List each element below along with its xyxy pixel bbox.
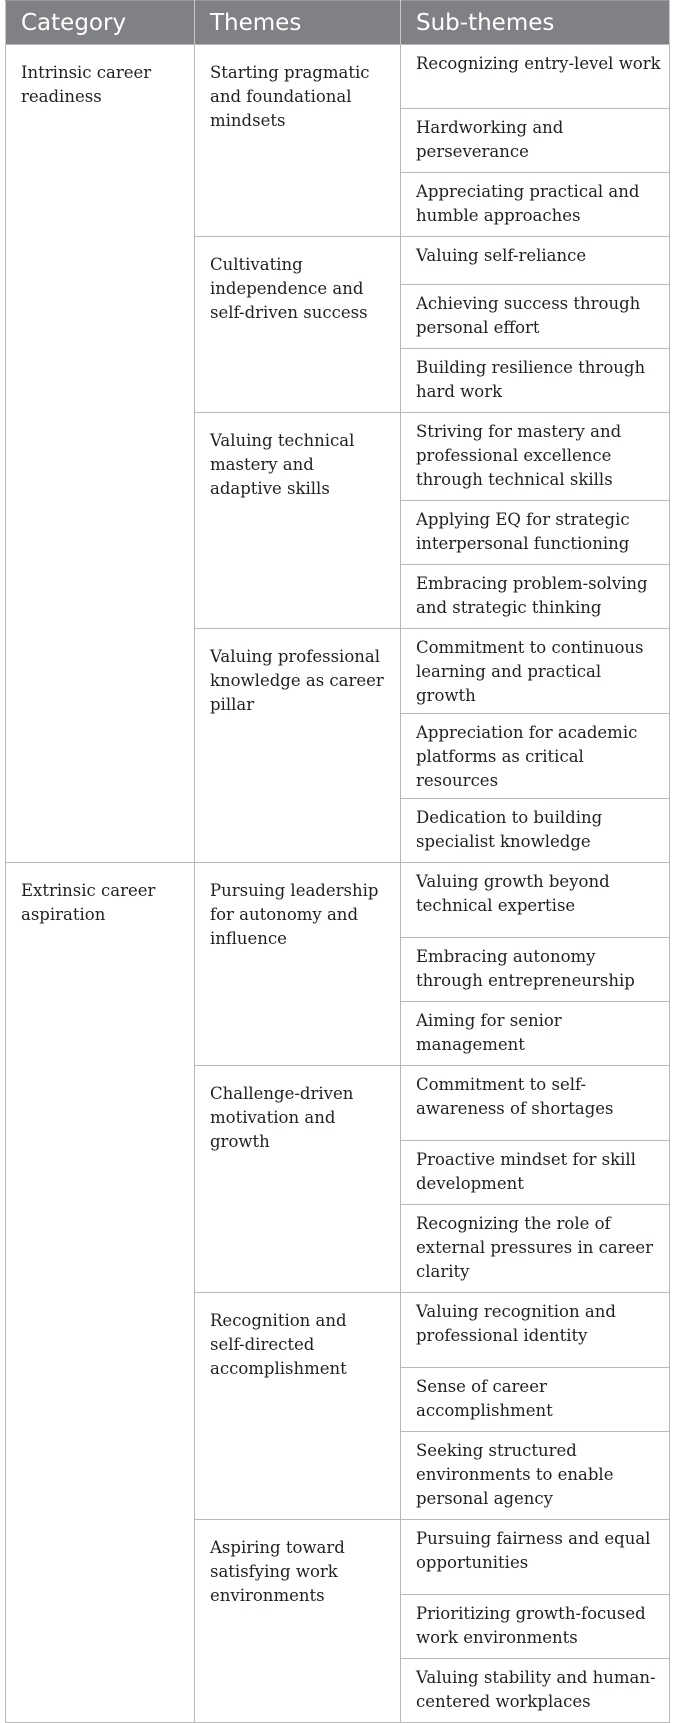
subtheme-cell: Striving for mastery and professional excellence through technical skills (401, 413, 670, 501)
subtheme-cell: Embracing autonomy through entrepreneurship (401, 938, 670, 1002)
subtheme-cell: Valuing recognition and professional identity (401, 1293, 670, 1368)
header-category: Category (6, 1, 195, 45)
theme-cell: Cultivating independence and self-driven success (195, 237, 401, 413)
category-cell: Extrinsic career aspiration (6, 863, 195, 1723)
subtheme-cell: Applying EQ for strategic interpersonal functioning (401, 501, 670, 565)
subtheme-cell: Sense of career accomplishment (401, 1368, 670, 1432)
subtheme-cell: Valuing growth beyond technical expertise (401, 863, 670, 938)
subtheme-cell: Prioritizing growth-focused work environments (401, 1595, 670, 1659)
header-row (6, 1, 670, 45)
subtheme-cell: Seeking structured environments to enable personal agency (401, 1432, 670, 1520)
subtheme-cell: Building resilience through hard work (401, 349, 670, 413)
subtheme-cell: Commitment to self-awareness of shortages (401, 1066, 670, 1141)
theme-cell: Valuing technical mastery and adaptive skills (195, 413, 401, 629)
header-themes: Themes (195, 1, 401, 45)
subtheme-cell: Achieving success through personal effort (401, 285, 670, 349)
subtheme-cell: Embracing problem-solving and strategic thinking (401, 565, 670, 629)
theme-cell: Starting pragmatic and foundational mindsets (195, 45, 401, 237)
theme-cell: Recognition and self-directed accomplishment (195, 1293, 401, 1520)
theme-cell: Valuing professional knowledge as career pillar (195, 629, 401, 863)
table-row (6, 45, 670, 109)
subtheme-cell: Proactive mindset for skill development (401, 1141, 670, 1205)
header-subthemes: Sub-themes (401, 1, 670, 45)
subtheme-cell: Pursuing fairness and equal opportunities (401, 1520, 670, 1595)
theme-cell: Challenge-driven motivation and growth (195, 1066, 401, 1293)
subtheme-cell: Valuing stability and human-centered workplaces (401, 1659, 670, 1723)
subtheme-cell: Hardworking and perseverance (401, 109, 670, 173)
subtheme-cell: Valuing self-reliance (401, 237, 670, 285)
subtheme-cell: Recognizing the role of external pressures in career clarity (401, 1205, 670, 1293)
subtheme-cell: Recognizing entry-level work (401, 45, 670, 109)
theme-cell: Pursuing leadership for autonomy and influence (195, 863, 401, 1066)
subtheme-cell: Appreciation for academic platforms as critical resources (401, 714, 670, 799)
theme-cell: Aspiring toward satisfying work environments (195, 1520, 401, 1723)
category-cell: Intrinsic career readiness (6, 45, 195, 863)
subtheme-cell: Appreciating practical and humble approaches (401, 173, 670, 237)
table-row (6, 863, 670, 938)
subtheme-cell: Aiming for senior management (401, 1002, 670, 1066)
subtheme-cell: Dedication to building specialist knowledge (401, 799, 670, 863)
subtheme-cell: Commitment to continuous learning and practical growth (401, 629, 670, 714)
themes-table (5, 0, 670, 1723)
